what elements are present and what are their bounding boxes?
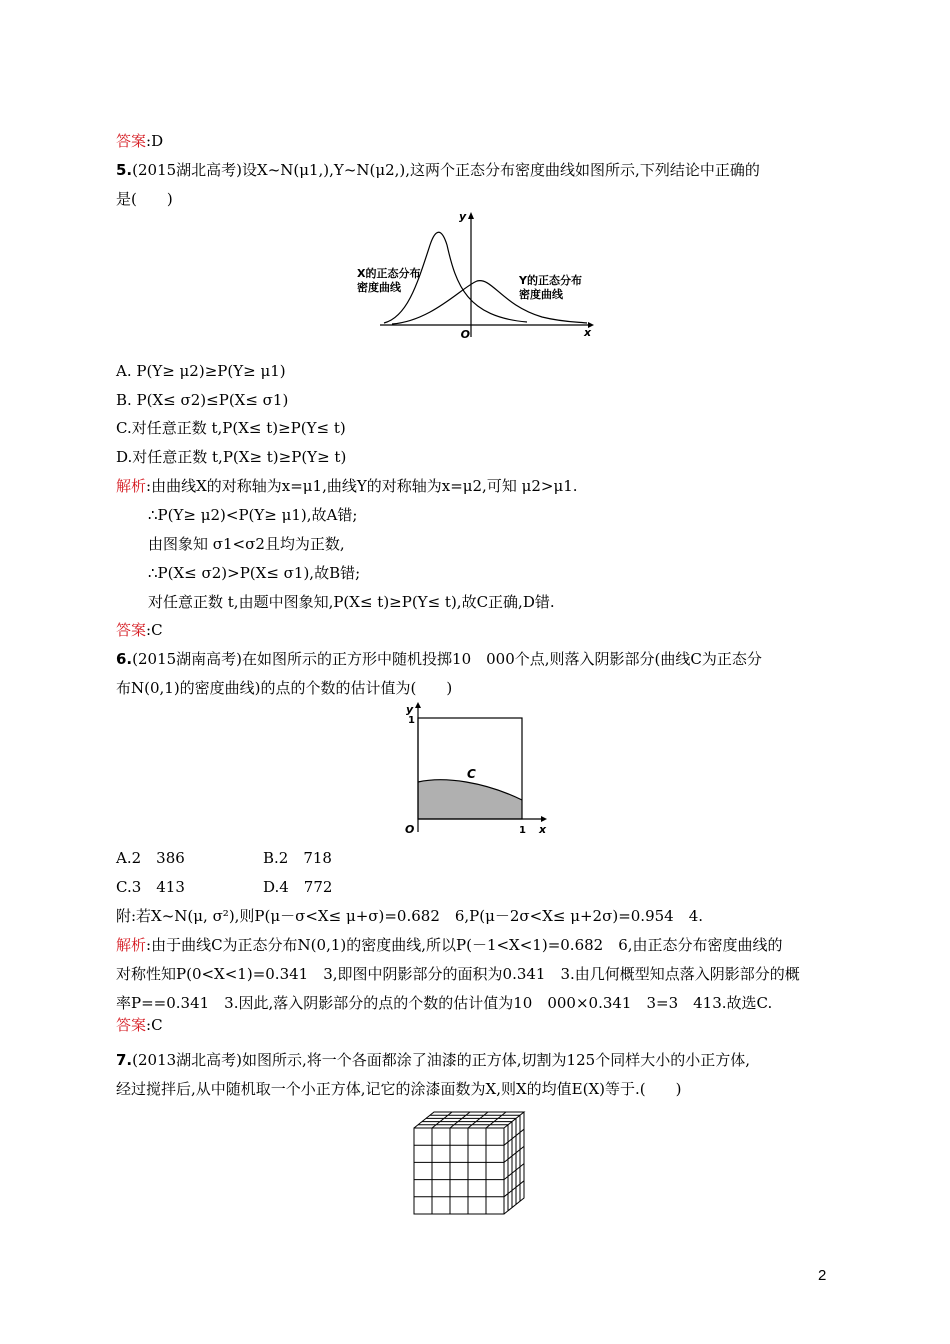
analysis-label: 解析 [116, 477, 147, 495]
previous-answer [116, 131, 163, 151]
q5-stem-line-2: 是( ) [116, 190, 173, 208]
q6-option-c: C.3 413 [116, 878, 185, 896]
q6-note: 附:若X~N(μ, σ²),则P(μ－σ<X≤ μ+σ)=0.682 6,P(μ－2σ<X≤ μ+2σ)=0.954 4. [116, 907, 704, 925]
q5-analysis-line-5: 对任意正数 t,由题中图象知,P(X≤ t)≥P(Y≤ t),故C正确,D错. [148, 593, 555, 611]
answer-value: :C [146, 1016, 163, 1034]
q5-stem-text: (2015湖北高考)设X~N(μ1,),Y~N(μ2,),这两个正态分布密度曲线如图所示,下列结论中正确的 [132, 161, 760, 179]
q5-option-d: D.对任意正数 t,P(X≥ t)≥P(Y≥ t) [116, 448, 347, 466]
q5-option-a: A. P(Y≥ μ2)≥P(Y≥ μ1) [116, 362, 286, 380]
origin-label: O [405, 823, 415, 836]
q6-option-a: A.2 386 [116, 849, 185, 867]
q6-square-figure [395, 700, 555, 840]
cube-front-face [414, 1128, 504, 1214]
q5-answer [116, 620, 163, 640]
analysis-label: 解析 [116, 936, 147, 954]
q5-analysis-line-4: ∴P(X≤ σ2)>P(X≤ σ1),故B错; [148, 564, 361, 582]
curve-c-label: C [467, 767, 476, 781]
analysis-text: :由于曲线C为正态分布N(0,1)的密度曲线,所以P(－1<X<1)=0.682 6,由正态分布密度曲线的 [146, 936, 783, 954]
y-curve-label-1: Y的正态分布 [519, 274, 582, 287]
q5-option-c: C.对任意正数 t,P(X≤ t)≥P(Y≤ t) [116, 419, 346, 437]
answer-label: 答案 [116, 132, 147, 150]
q7-cube-figure [408, 1108, 548, 1220]
cube-right-face [504, 1112, 524, 1214]
front-grid-lines [414, 1128, 504, 1214]
q7-stem-line-2: 经过搅拌后,从中随机取一个小正方体,记它的涂漆面数为X,则X的均值E(X)等于.( ) [116, 1080, 682, 1098]
answer-value: :D [146, 132, 164, 150]
q5-stem-line-1 [116, 160, 760, 180]
y-curve-label-2: 密度曲线 [519, 288, 563, 301]
y-axis-arrow-icon [415, 702, 421, 708]
q6-option-d: D.4 772 [263, 878, 333, 896]
q6-stem-line-1 [116, 649, 762, 669]
answer-label: 答案 [116, 621, 147, 639]
analysis-text: :由曲线X的对称轴为x=μ1,曲线Y的对称轴为x=μ2,可知 μ2>μ1. [146, 477, 578, 495]
y-axis-label: y [459, 210, 467, 223]
question-number: 5. [116, 161, 133, 179]
q5-option-b: B. P(X≤ σ2)≤P(X≤ σ1) [116, 391, 289, 409]
x-axis-label: x [539, 823, 547, 836]
right-grid-lines [504, 1115, 524, 1211]
answer-label: 答案 [116, 1016, 147, 1034]
q5-analysis-line-2: ∴P(Y≥ μ2)<P(Y≥ μ1),故A错; [148, 506, 358, 524]
y-tick-1: 1 [408, 715, 415, 726]
y-axis-label: y [406, 703, 414, 716]
x-curve-label-2: 密度曲线 [357, 281, 401, 294]
q5-normal-curves-figure [352, 205, 602, 340]
top-grid-lines [418, 1112, 520, 1128]
q5-analysis-line-3: 由图象知 σ1<σ2且均为正数, [148, 535, 345, 553]
q5-analysis-line-1 [116, 476, 578, 496]
q6-option-b: B.2 718 [263, 849, 332, 867]
x-axis-label: x [584, 326, 592, 339]
q6-analysis-line-1 [116, 935, 783, 955]
q7-stem-line-1 [116, 1050, 750, 1070]
q6-analysis-line-3: 率P==0.341 3.因此,落入阴影部分的点的个数的估计值为10 000×0.341 3=3 413.故选C. [116, 994, 773, 1012]
q6-options-row-1 [116, 848, 332, 868]
answer-value: :C [146, 621, 163, 639]
x-axis-arrow-icon [541, 816, 547, 822]
origin-label: O [460, 328, 470, 340]
q6-stem-line-2: 布N(0,1)的密度曲线)的点的个数的估计值为( ) [116, 679, 453, 697]
q6-answer [116, 1015, 163, 1035]
x-tick-1: 1 [519, 825, 526, 836]
q7-stem-text: (2013湖北高考)如图所示,将一个各面都涂了油漆的正方体,切割为125个同样大小的小正方体, [132, 1051, 750, 1069]
x-curve-label-1: X的正态分布 [357, 267, 421, 280]
y-axis-arrow-icon [468, 212, 474, 219]
question-number: 7. [116, 1051, 133, 1069]
q6-stem-text: (2015湖南高考)在如图所示的正方形中随机投掷10 000个点,则落入阴影部分(曲线C为正态分 [132, 650, 762, 668]
page-number: 2 [818, 1267, 827, 1284]
q6-analysis-line-2: 对称性知P(0<X<1)=0.341 3,即图中阴影部分的面积为0.341 3.由几何概型知点落入阴影部分的概 [116, 965, 800, 983]
shaded-region [418, 780, 522, 819]
question-number: 6. [116, 650, 133, 668]
q6-options-row-2 [116, 877, 333, 897]
cube-grid [414, 1112, 524, 1214]
